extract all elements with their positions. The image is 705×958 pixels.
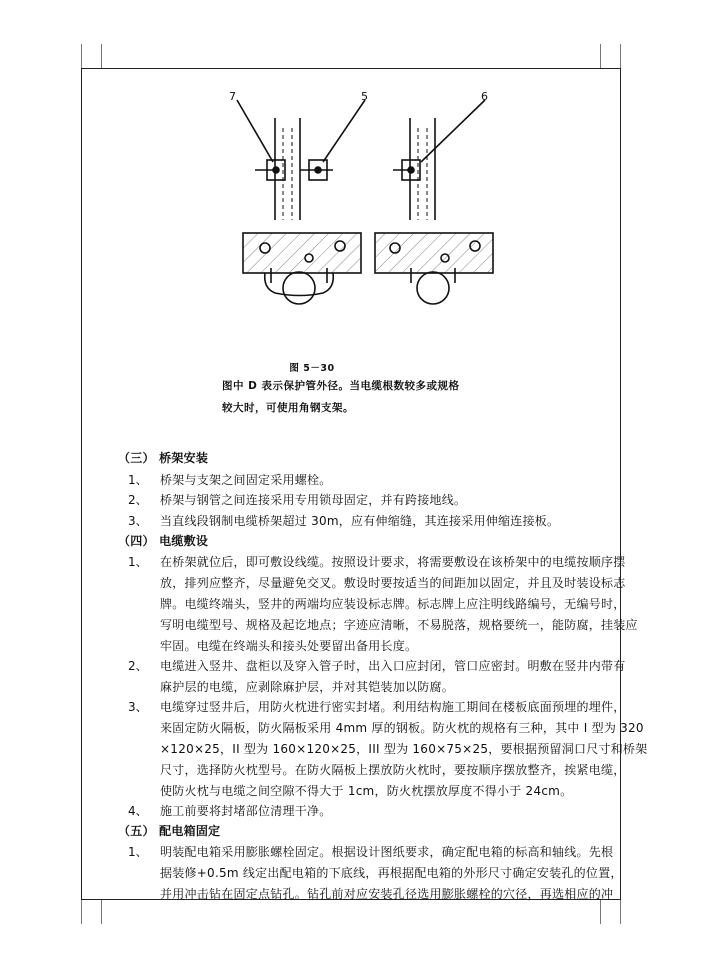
crop-mark <box>101 44 102 68</box>
figure-label: 5 <box>361 90 368 103</box>
item-text: 在桥架就位后，即可敷设线缆。按照设计要求，将需要敷设在该桥架中的电缆按顺序摆 <box>160 555 626 569</box>
item-index: 1、 <box>128 473 148 487</box>
item-text: 写明电缆型号、规格及起讫地点；字迹应清晰，不易脱落，规格要统一，能防腐，挂装应 <box>160 618 638 632</box>
item-index: 3、 <box>128 514 148 528</box>
item-text: 据装修+0.5m 线定出配电箱的下底线，再根据配电箱的外形尺寸确定安装孔的位置， <box>160 866 623 880</box>
crop-mark <box>600 44 601 68</box>
figure-caption <box>222 363 402 375</box>
section-title: （三） 桥架安装 <box>118 451 209 465</box>
section-title: （五） 配电箱固定 <box>118 824 221 838</box>
item-index: 1、 <box>128 555 148 569</box>
figure-label: 7 <box>229 90 236 103</box>
section-title: （四） 电缆敷设 <box>118 534 209 548</box>
item-index: 2、 <box>128 659 148 673</box>
item-text: 明装配电箱采用膨胀螺栓固定。根据设计图纸要求，确定配电箱的标高和轴线。先根 <box>160 845 614 859</box>
item-index: 2、 <box>128 493 148 507</box>
figure-label: 6 <box>481 90 488 103</box>
crop-mark <box>101 900 102 924</box>
figure-caption-line: 较大时，可使用角钢支架。 <box>222 402 354 414</box>
item-text: 电缆进入竖井、盘柜以及穿入管子时，出入口应封闭，管口应密封。明敷在竖井内带有 <box>160 659 626 673</box>
item-index: 4、 <box>128 804 148 818</box>
item-text: 使防火枕与电缆之间空隙不得大于 1cm，防火枕摆放厚度不得小于 24cm。 <box>160 784 573 798</box>
item-text: 当直线段钢制电缆桥架超过 30m，应有伸缩缝，其连接采用伸缩连接板。 <box>160 514 560 528</box>
item-text: 尺寸，选择防火枕型号。在防火隔板上摆放防火枕时，要按顺序摆放整齐，挨紧电缆， <box>160 763 626 777</box>
item-text: 桥架与支架之间固定采用螺栓。 <box>160 473 332 487</box>
crop-mark <box>620 44 621 68</box>
item-text: 来固定防火隔板，防火隔板采用 4mm 厚的钢板。防火枕的规格有三种，其中 I 型为 320 <box>160 721 644 735</box>
item-text: 放，排列应整齐，尽量避免交叉。敷设时要按适当的间距加以固定，并且及时装设标志 <box>160 576 626 590</box>
crop-mark <box>620 900 621 924</box>
item-text: 麻护层的电缆，应剥除麻护层，并对其铠装加以防腐。 <box>160 680 455 694</box>
item-text: 施工前要将封堵部位清理干净。 <box>160 804 332 818</box>
item-text: 电缆穿过竖井后，用防火枕进行密实封堵。利用结构施工期间在楼板底面预埋的埋件， <box>160 700 626 714</box>
item-text: 牌。电缆终端头，竖井的两端均应装设标志牌。标志牌上应注明线路编号，无编号时， <box>160 597 626 611</box>
item-text: 桥架与钢管之间连接采用专用锁母固定，并有跨接地线。 <box>160 493 467 507</box>
item-index: 3、 <box>128 700 148 714</box>
item-text: ×120×25，II 型为 160×120×25，III 型为 160×75×25，要根据预留洞口尺寸和桥架 <box>160 742 648 756</box>
item-text: 牢固。电缆在终端头和接头处要留出备用长度。 <box>160 639 418 653</box>
crop-mark <box>81 44 82 68</box>
crop-mark <box>81 900 82 924</box>
item-index: 1、 <box>128 845 148 859</box>
figure-number: 图 5－30 <box>289 363 335 374</box>
figure-caption-line: 图中 D 表示保护管外径。当电缆根数较多或规格 <box>222 380 460 392</box>
item-text: 并用冲击钻在固定点钻孔。钻孔前对应安装孔径选用膨胀螺栓的穴径，再选相应的冲 <box>160 887 614 901</box>
